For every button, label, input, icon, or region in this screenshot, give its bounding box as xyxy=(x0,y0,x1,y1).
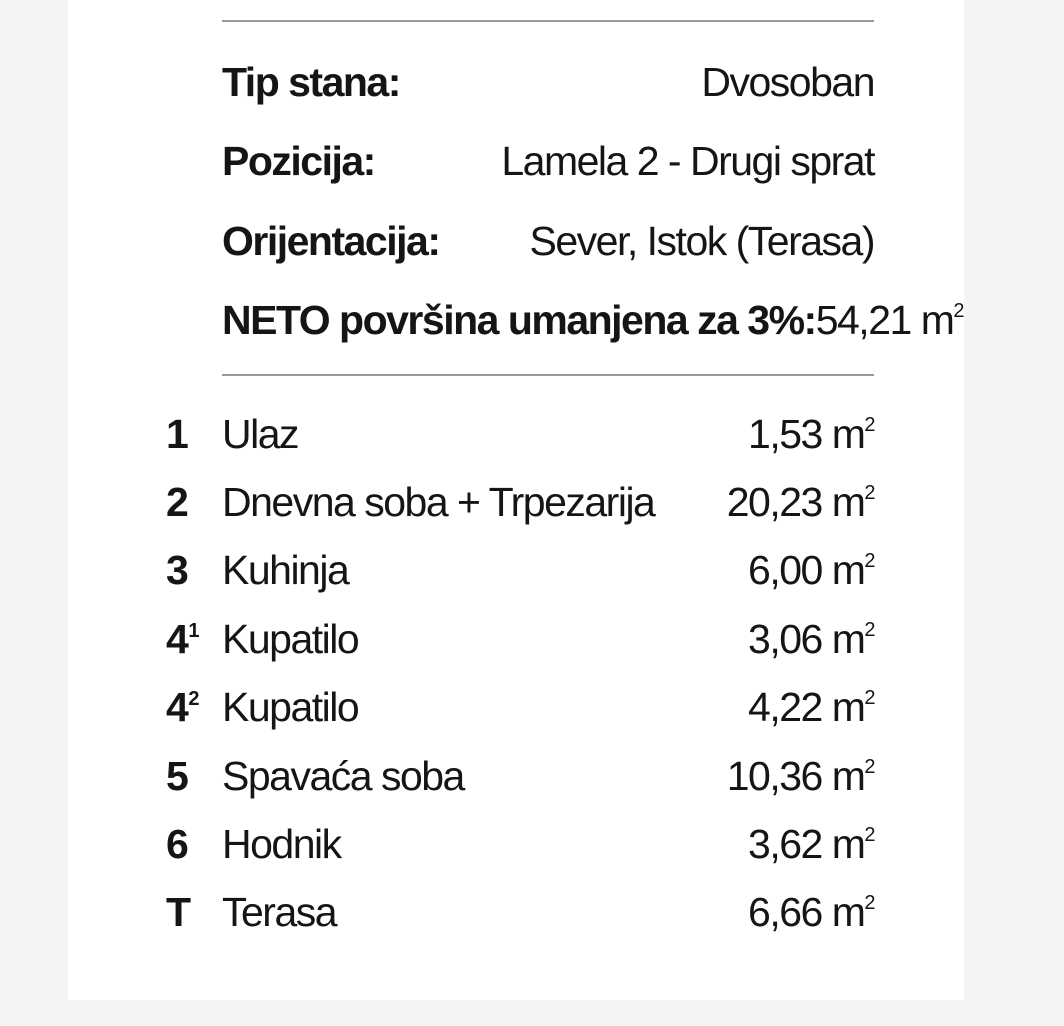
room-number: 6 xyxy=(166,820,188,867)
area-unit-exponent: 2 xyxy=(864,892,874,915)
room-area: 3,62 $m^2$ xyxy=(748,820,874,867)
area-unit-exponent: 2 xyxy=(864,755,874,778)
room-row xyxy=(160,879,874,947)
room-name: Hodnik xyxy=(222,820,341,867)
net-area-row xyxy=(222,280,963,360)
room-name: Kupatilo xyxy=(222,684,359,731)
net-area-exponent: 2 xyxy=(953,299,963,322)
room-name: Terasa xyxy=(222,889,337,936)
orientation-label: Orijentacija: xyxy=(222,217,440,264)
room-number: 3 xyxy=(166,547,188,594)
room-number: 5 xyxy=(166,752,188,799)
room-name: Ulaz xyxy=(222,410,299,457)
position-value: Lamela 2 - Drugi sprat xyxy=(501,137,874,184)
room-name: Dnevna soba + Trpezarija xyxy=(222,478,655,525)
orientation-value: Sever, Istok (Terasa) xyxy=(529,217,874,264)
area-unit-exponent: 2 xyxy=(864,687,874,710)
room-row xyxy=(160,468,874,536)
room-number-index: 1 xyxy=(188,619,198,642)
room-row xyxy=(160,742,874,810)
apartment-type-label: Tip stana: xyxy=(222,58,400,105)
orientation-row xyxy=(222,201,874,281)
room-name: Kuhinja xyxy=(222,547,349,594)
room-area: 4,22 $m^2$ xyxy=(748,684,874,731)
room-number: $4^1$ xyxy=(166,615,198,662)
top-divider xyxy=(222,20,874,22)
room-name: Spavaća soba xyxy=(222,752,464,799)
room-number: 2 xyxy=(166,478,188,525)
area-unit-exponent: 2 xyxy=(864,550,874,573)
apartment-type-value: Dvosoban xyxy=(701,58,874,105)
room-area: 6,66 $m^2$ xyxy=(748,889,874,936)
net-area-label: NETO površina umanjena za 3%: xyxy=(222,296,816,343)
room-row xyxy=(160,674,874,742)
position-label: Pozicija: xyxy=(222,137,375,184)
room-area: 3,06 $m^2$ xyxy=(748,615,874,662)
room-number: $4^2$ xyxy=(166,684,198,731)
apartment-type-row xyxy=(222,42,874,122)
area-unit-exponent: 2 xyxy=(864,618,874,641)
room-area: 6,00 $m^2$ xyxy=(748,547,874,594)
area-unit-exponent: 2 xyxy=(864,481,874,504)
room-area: 20,23 $m^2$ xyxy=(726,478,874,525)
room-number-index: 2 xyxy=(188,688,198,711)
middle-divider xyxy=(222,374,874,376)
room-number: T xyxy=(166,889,190,936)
area-unit-exponent: 2 xyxy=(864,823,874,846)
room-row xyxy=(160,400,874,468)
area-unit-exponent: 2 xyxy=(864,413,874,436)
room-row xyxy=(160,537,874,605)
room-number: 1 xyxy=(166,410,188,457)
room-row xyxy=(160,605,874,673)
net-area-value: 54,21 $m^2$ xyxy=(815,296,963,343)
position-row xyxy=(222,121,874,201)
room-area: 10,36 $m^2$ xyxy=(726,752,874,799)
room-row xyxy=(160,810,874,878)
room-area: 1,53 $m^2$ xyxy=(748,410,874,457)
room-name: Kupatilo xyxy=(222,615,359,662)
